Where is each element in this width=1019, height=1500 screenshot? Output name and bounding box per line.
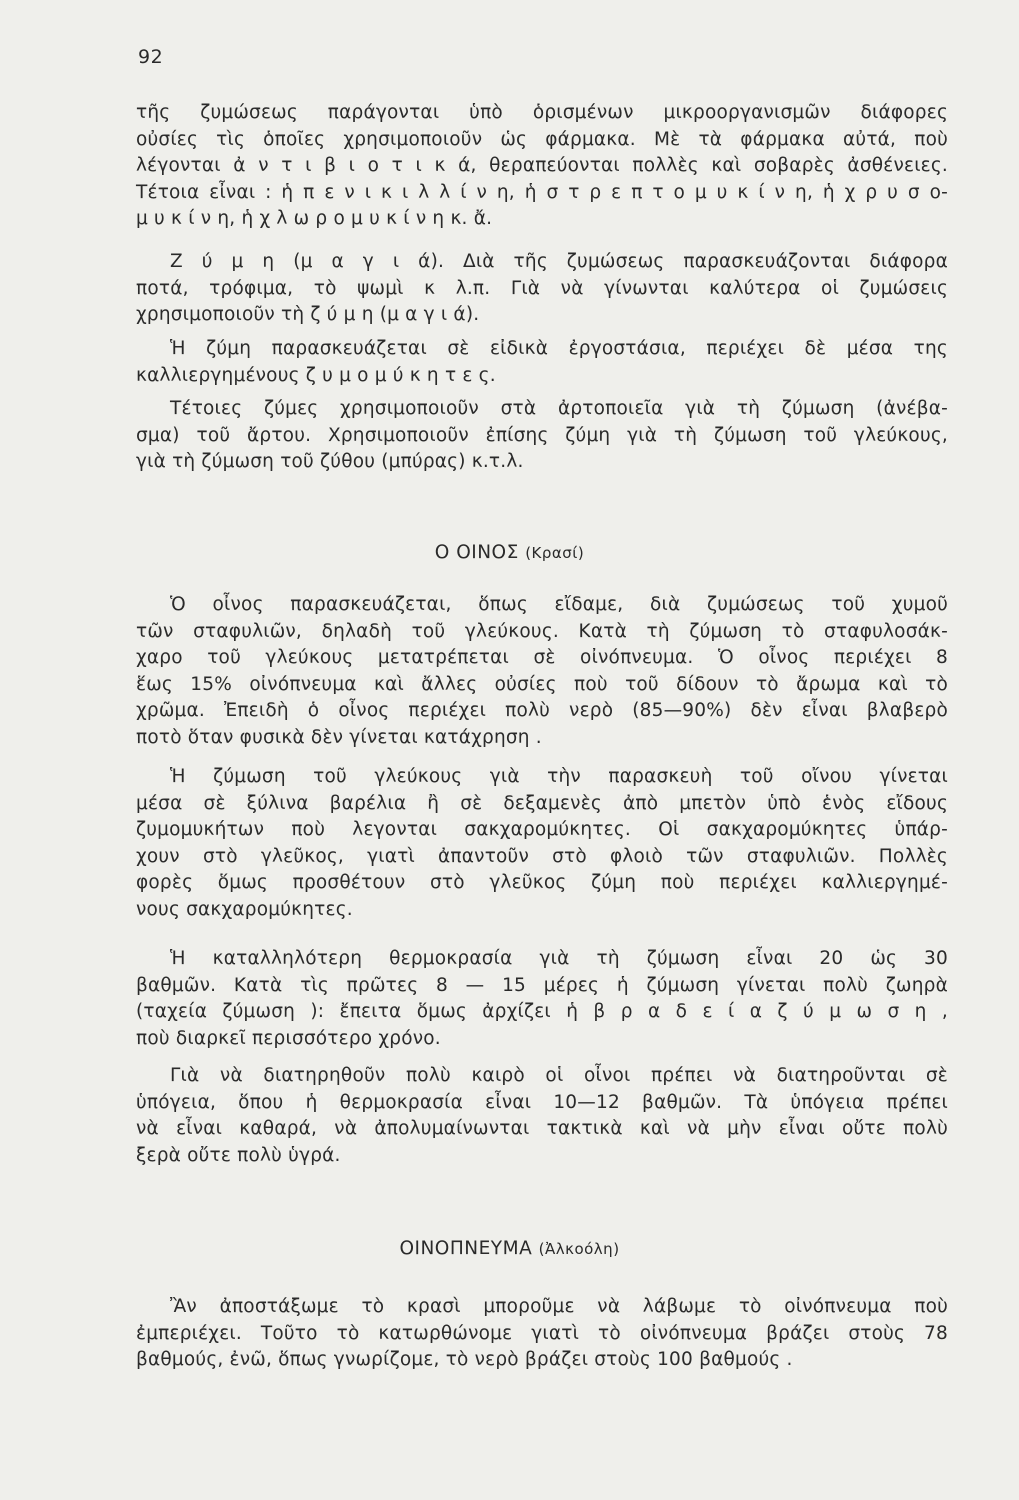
paragraph-distillation [136, 1294, 948, 1374]
text-line: λέγονται ἀ ν τ ι β ι ο τ ι κ ά, θεραπεύονται πολλὲς καὶ σοβαρὲς ἀσθένειες. [136, 155, 948, 176]
heading-subtitle: (Κρασί) [525, 544, 585, 562]
text-line: χαρο τοῦ γλεύκους μετατρέπεται σὲ οἰνόπνευμα. Ὁ οἶνος περιέχει 8 [136, 647, 948, 668]
paragraph-wine [136, 592, 948, 751]
text-line: Ὁ οἶνος παρασκευάζεται, ὅπως εἴδαμε, διὰ ζυμώσεως τοῦ χυμοῦ [170, 594, 948, 615]
text-line: φορὲς ὅμως προσθέτουν στὸ γλεῦκος ζύμη ποὺ περιέχει καλλιεργημέ- [136, 872, 948, 893]
text-line: ἕως 15% οἰνόπνευμα καὶ ἄλλες οὐσίες ποὺ τοῦ δίδουν τὸ ἄρωμα καὶ τὸ [136, 673, 948, 695]
paragraph-temperature [136, 946, 948, 1052]
text-line: χουν στὸ γλεῦκος, γιατὶ ἀπαντοῦν στὸ φλοιὸ τῶν σταφυλιῶν. Πολλὲς [136, 845, 948, 867]
text-line: μέσα σὲ ξύλινα βαρέλια ἢ σὲ δεξαμενὲς ἀπὸ μπετὸν ὑπὸ ἑνὸς εἴδους [136, 792, 948, 814]
paragraph-storage [136, 1063, 948, 1169]
heading-subtitle: (Ἀλκοόλη) [538, 1240, 620, 1258]
text-line: Ζ ύ μ η (μ α γ ι ά). Διὰ τῆς ζυμώσεως παρασκευάζονται διάφορα [170, 251, 948, 272]
text-line: τῶν σταφυλιῶν, δηλαδὴ τοῦ γλεύκους. Κατὰ τὴ ζύμωση τὸ σταφυλοσάκ- [136, 620, 948, 642]
heading-title: ΟΙΝΟΠΝΕΥΜΑ [399, 1238, 533, 1259]
text-line: ξερὰ οὔτε πολὺ ὑγρά. [136, 1144, 341, 1166]
text-line: ποτά, τρόφιμα, τὸ ψωμὶ κ λ.π. Γιὰ νὰ γίνωνται καλύτερα οἱ ζυμώσεις [136, 277, 948, 299]
paragraph-yeast [136, 249, 948, 329]
section-heading-wine [0, 542, 1019, 563]
paragraph-fermentation [136, 764, 948, 923]
text-line: νους σακχαρομύκητες. [136, 898, 353, 920]
text-line: οὐσίες τὶς ὁποῖες χρησιμοποιοῦν ὡς φάρμακα. Μὲ τὰ φάρμακα αὐτά, ποὺ [136, 128, 948, 150]
text-line: ποὺ διαρκεῖ περισσότερο χρόνο. [136, 1027, 441, 1049]
text-line: Ἡ ζύμη παρασκευάζεται σὲ εἰδικὰ ἐργοστάσια, περιέχει δὲ μέσα της [170, 338, 948, 359]
text-line: ποτὸ ὅταν φυσικὰ δὲν γίνεται κατάχρηση . [136, 726, 542, 748]
text-line: (ταχεία ζύμωση ): ἔπειτα ὅμως ἀρχίζει ἡ β ρ α δ ε ί α ζ ύ μ ω σ η , [136, 1001, 948, 1022]
text-line: καλλιεργημένους ζ υ μ ο μ ύ κ η τ ε ς. [136, 364, 496, 386]
text-line: βαθμῶν. Κατὰ τὶς πρῶτες 8 — 15 μέρες ἡ ζύμωση γίνεται πολὺ ζωηρὰ [136, 974, 948, 996]
text-line: μ υ κ ί ν η, ἡ χ λ ω ρ ο μ υ κ ί ν η κ. ἄ. [136, 208, 493, 229]
text-line: Γιὰ νὰ διατηρηθοῦν πολὺ καιρὸ οἱ οἶνοι πρέπει νὰ διατηροῦνται σὲ [170, 1065, 948, 1086]
text-line: Ἡ ζύμωση τοῦ γλεύκους γιὰ τὴν παρασκευὴ τοῦ οἴνου γίνεται [170, 766, 948, 787]
text-line: γιὰ τὴ ζύμωση τοῦ ζύθου (μπύρας) κ.τ.λ. [136, 451, 524, 472]
paragraph-antibiotics [136, 100, 948, 233]
text-line: χρησιμοποιοῦν τὴ ζ ύ μ η (μ α γ ι ά). [136, 304, 480, 325]
text-line: ἐμπεριέχει. Τοῦτο τὸ κατωρθώνομε γιατὶ τὸ οἰνόπνευμα βράζει στοὺς 78 [136, 1322, 948, 1344]
section-heading-alcohol [0, 1238, 1019, 1259]
paragraph-yeast-factory [136, 336, 948, 389]
text-line: βαθμούς, ἐνῶ, ὅπως γνωρίζομε, τὸ νερὸ βράζει στοὺς 100 βαθμούς . [136, 1349, 793, 1370]
page-number: 92 [138, 46, 164, 68]
text-line: τῆς ζυμώσεως παράγονται ὑπὸ ὁρισμένων μικροοργανισμῶν διάφορες [136, 102, 948, 123]
heading-title: Ο ΟΙΝΟΣ [434, 542, 519, 563]
paragraph-yeast-uses [136, 396, 948, 476]
text-line: Ἂν ἀποστάξωμε τὸ κρασὶ μποροῦμε νὰ λάβωμε τὸ οἰνόπνευμα ποὺ [170, 1296, 948, 1317]
text-line: Ἡ καταλληλότερη θερμοκρασία γιὰ τὴ ζύμωση εἶναι 20 ὡς 30 [170, 948, 948, 969]
text-line: ὑπόγεια, ὅπου ἡ θερμοκρασία εἶναι 10—12 βαθμῶν. Τὰ ὑπόγεια πρέπει [136, 1091, 948, 1113]
text-line: Τέτοια εἶναι : ἡ π ε ν ι κ ι λ λ ί ν η, ἡ σ τ ρ ε π τ ο μ υ κ ί ν η, ἡ χ ρ υ σ ο- [136, 181, 948, 203]
text-line: νὰ εἶναι καθαρά, νὰ ἀπολυμαίνωνται τακτικὰ καὶ νὰ μὴν εἶναι οὔτε πολὺ [136, 1118, 948, 1139]
text-line: σμα) τοῦ ἄρτου. Χρησιμοποιοῦν ἐπίσης ζύμη γιὰ τὴ ζύμωση τοῦ γλεύκους, [136, 424, 948, 446]
text-line: χρῶμα. Ἐπειδὴ ὁ οἶνος περιέχει πολὺ νερὸ (85—90%) δὲν εἶναι βλαβερὸ [136, 700, 948, 721]
text-line: Τέτοιες ζύμες χρησιμοποιοῦν στὰ ἀρτοποιεῖα γιὰ τὴ ζύμωση (ἀνέβα- [170, 398, 948, 419]
text-line: ζυμομυκήτων ποὺ λεγονται σακχαρομύκητες. Οἱ σακχαρομύκητες ὑπάρ- [136, 819, 948, 840]
